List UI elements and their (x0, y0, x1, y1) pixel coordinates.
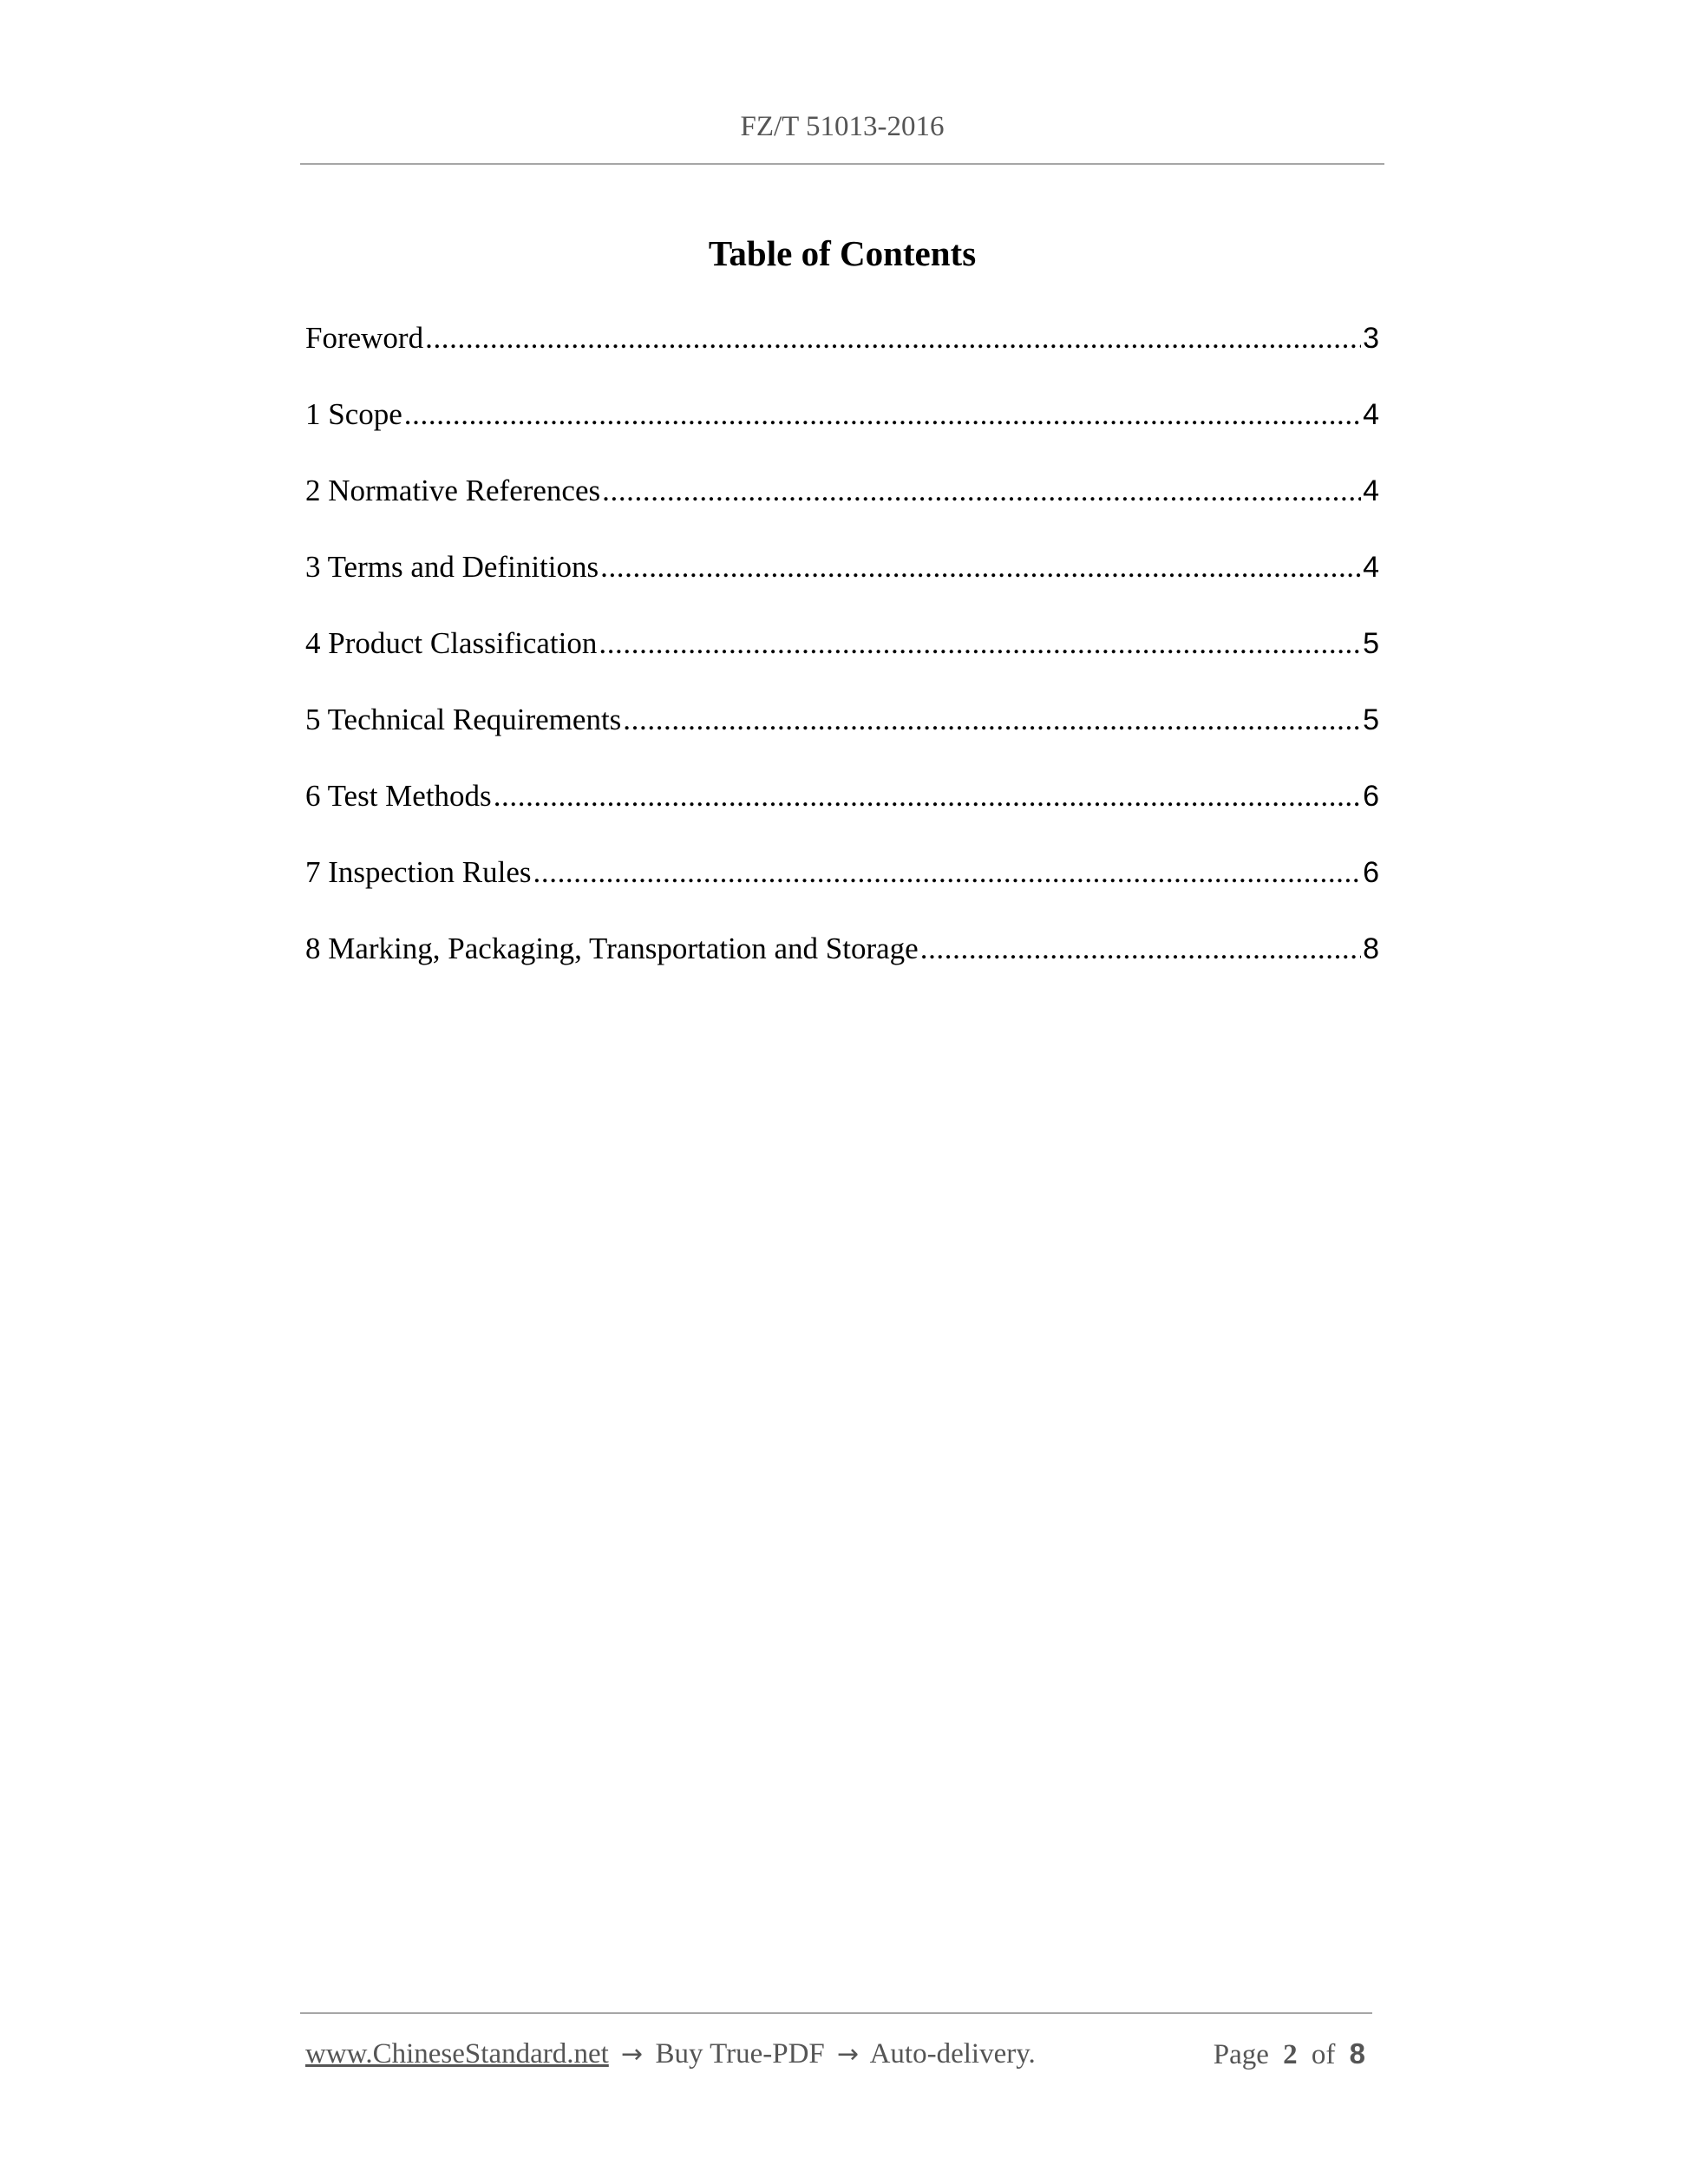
toc-entry-technical-requirements[interactable] (305, 694, 1379, 770)
toc-entry-title: 1 Scope (305, 397, 402, 431)
toc-entry-page-number: 8 (1363, 932, 1379, 965)
page-label: Page (1213, 2039, 1269, 2070)
toc-title: Table of Contents (708, 233, 977, 273)
toc-entry-page-number: 5 (1363, 627, 1379, 660)
toc-entry-page-number: 3 (1363, 322, 1379, 355)
toc-entry-page-number: 4 (1363, 398, 1379, 431)
dot-leader (533, 847, 1362, 899)
toc-entry-page-number: 4 (1363, 474, 1379, 507)
right-arrow-icon: → (837, 2039, 860, 2070)
toc-entry-product-classification[interactable] (305, 618, 1379, 694)
total-pages-number: 8 (1349, 2037, 1365, 2070)
website-link[interactable]: www.ChineseStandard.net (305, 2038, 609, 2070)
page-footer (305, 2030, 1372, 2078)
dot-leader (425, 312, 1361, 364)
toc-entry-page-number: 5 (1363, 703, 1379, 736)
dot-leader (623, 694, 1361, 746)
toc-entry-page-number: 4 (1363, 551, 1379, 584)
toc-entry-marking-packaging[interactable] (305, 923, 1379, 999)
toc-entry-inspection-rules[interactable] (305, 847, 1379, 923)
dot-leader (494, 770, 1361, 822)
toc-entry-test-methods[interactable] (305, 770, 1379, 847)
header-divider (300, 163, 1384, 165)
toc-list (305, 312, 1379, 999)
toc-entry-title: Foreword (305, 321, 424, 355)
toc-entry-title: 3 Terms and Definitions (305, 550, 599, 584)
buy-true-pdf-text: Buy True-PDF (655, 2038, 825, 2070)
toc-entry-foreword[interactable] (305, 312, 1379, 389)
toc-entry-normative-references[interactable] (305, 465, 1379, 541)
toc-entry-title: 4 Product Classification (305, 626, 598, 660)
footer-divider (300, 2012, 1372, 2014)
dot-leader (404, 389, 1361, 441)
toc-entry-title: 6 Test Methods (305, 779, 492, 813)
dot-leader (920, 923, 1361, 975)
toc-entry-terms-and-definitions[interactable] (305, 541, 1379, 618)
footer-promo (305, 2030, 1036, 2079)
of-label: of (1311, 2039, 1336, 2070)
toc-entry-title: 2 Normative References (305, 474, 601, 507)
toc-entry-page-number: 6 (1363, 780, 1379, 813)
toc-entry-page-number: 6 (1363, 856, 1379, 889)
toc-entry-scope[interactable] (305, 389, 1379, 465)
current-page-number: 2 (1283, 2039, 1298, 2070)
toc-entry-title: 7 Inspection Rules (305, 855, 532, 889)
dot-leader (602, 465, 1361, 517)
document-code-header: FZ/T 51013-2016 (740, 111, 945, 142)
dot-leader (599, 618, 1361, 670)
dot-leader (600, 541, 1361, 593)
toc-entry-title: 5 Technical Requirements (305, 703, 622, 736)
right-arrow-icon: → (621, 2039, 644, 2070)
auto-delivery-text: Auto-delivery. (869, 2038, 1036, 2070)
page-indicator (1214, 2030, 1365, 2079)
toc-entry-title: 8 Marking, Packaging, Transportation and Storage (305, 932, 919, 965)
